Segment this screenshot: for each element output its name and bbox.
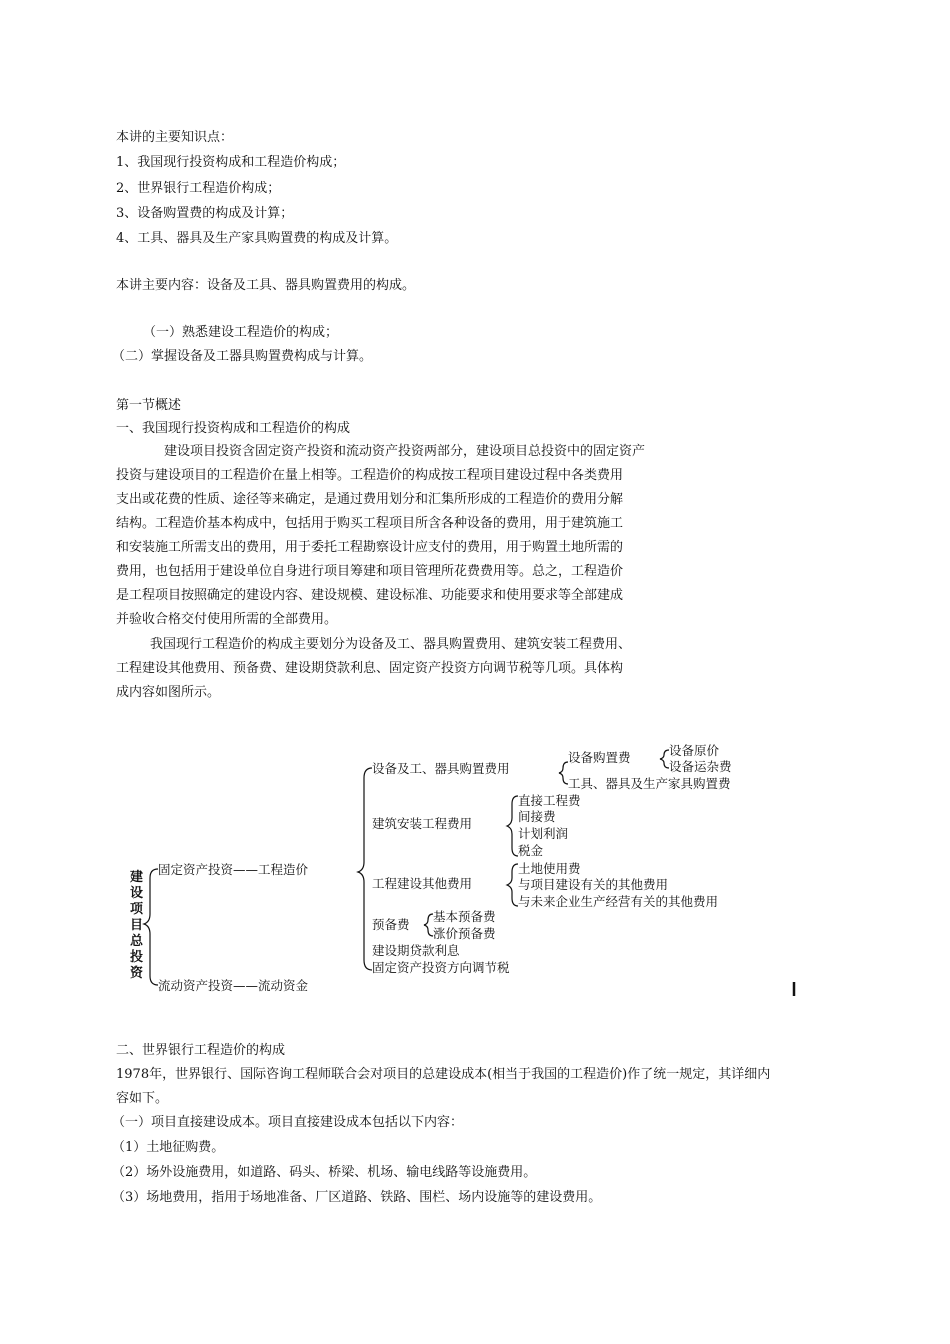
para2-line: 成内容如图所示。 <box>116 685 221 700</box>
para1-line: 结构。工程造价基本构成中，包括用于购买工程项目所含各种设备的费用，用于建筑施工 <box>116 516 624 531</box>
diagram-planned-profit: 计划利润 <box>518 826 569 841</box>
para1-line: 支出或花费的性质、途径等来确定，是通过费用划分和汇集所形成的工程造价的费用分解 <box>116 492 624 507</box>
construction-brace <box>507 796 518 856</box>
diagram-loan-interest: 建设期贷款利息 <box>372 943 460 958</box>
intro-point-2: 2、世界银行工程造价构成； <box>116 181 281 196</box>
section2-item-1: （一）项目直接建设成本。项目直接建设成本包括以下内容： <box>112 1115 464 1130</box>
section1-title: 第一节概述 <box>116 398 182 413</box>
section2-title: 二、世界银行工程造价的构成 <box>116 1043 286 1058</box>
diagram-reserve: 预备费 <box>372 917 410 932</box>
diagram-root-char: 设 <box>130 886 144 901</box>
section1-subtitle: 一、我国现行投资构成和工程造价的构成 <box>116 421 351 436</box>
section2-para-line-1: 1978年，世界银行、国际咨询工程师联合会对项目的总建设成本(相当于我国的工程造价)作了统一规定，其详细内 <box>116 1067 771 1082</box>
para1-line: 并验收合格交付使用所需的全部费用。 <box>116 612 338 627</box>
reserve-brace <box>424 914 433 936</box>
diagram-adjust-tax: 固定资产投资方向调节税 <box>372 960 510 975</box>
diagram-construction: 建筑安装工程费用 <box>372 816 473 831</box>
diagram-direct-cost: 直接工程费 <box>518 793 581 808</box>
diagram-price-reserve: 涨价预备费 <box>433 926 496 941</box>
diagram-root-char: 资 <box>130 966 144 981</box>
diagram-indirect-cost: 间接费 <box>518 809 556 824</box>
section1-paragraph-1 <box>116 440 686 632</box>
intro-point-4: 4、工具、器具及生产家具购置费的构成及计算。 <box>116 231 398 246</box>
section2-para-line-2: 容如下。 <box>116 1091 169 1106</box>
diagram-other-costs: 工程建设其他费用 <box>372 876 473 891</box>
diagram-equip-transport: 设备运杂费 <box>669 759 732 774</box>
intro-heading: 本讲的主要知识点： <box>116 130 234 145</box>
objective-2: （二）掌握设备及工器具购置费构成与计算。 <box>112 349 373 364</box>
para2-line: 我国现行工程造价的构成主要划分为设备及工、器具购置费用、建筑安装工程费用、 <box>150 637 632 652</box>
diagram-equip-purchase: 设备购置费 <box>568 750 631 765</box>
equip-purchase-brace <box>660 750 669 768</box>
para2-line: 工程建设其他费用、预备费、建设期贷款利息、固定资产投资方向调节税等几项。具体构 <box>116 661 624 676</box>
para1-line: 费用，也包括用于建设单位自身进行项目筹建和项目管理所花费费用等。总之，工程造价 <box>116 564 624 579</box>
cost-brace <box>358 768 372 970</box>
cost-structure-diagram <box>116 738 806 1000</box>
para1-line: 是工程项目按照确定的建设内容、建设规模、建设标准、功能要求和使用要求等全部建成 <box>116 588 624 603</box>
intro-point-1: 1、我国现行投资构成和工程造价构成； <box>116 155 346 170</box>
diagram-fixed-investment: 固定资产投资——工程造价 <box>158 862 309 877</box>
diagram-root-char: 目 <box>130 918 144 933</box>
para1-line: 投资与建设项目的工程造价在量上相等。工程造价的构成按工程项目建设过程中各类费用 <box>116 468 624 483</box>
para1-line: 建设项目投资含固定资产投资和流动资产投资两部分，建设项目总投资中的固定资产 <box>164 444 646 459</box>
diagram-project-related: 与项目建设有关的其他费用 <box>518 877 669 892</box>
section2-item-3: （2）场外设施费用，如道路、码头、桥梁、机场、输电线路等设施费用。 <box>112 1165 537 1180</box>
diagram-equip-original: 设备原价 <box>669 743 720 758</box>
intro-point-3: 3、设备购置费的构成及计算； <box>116 206 294 221</box>
section1-paragraph-2 <box>116 633 686 705</box>
diagram-land-use: 土地使用费 <box>518 861 581 876</box>
diagram-basic-reserve: 基本预备费 <box>433 909 496 924</box>
diagram-root-char: 投 <box>130 950 144 965</box>
diagram-equip-tools: 设备及工、器具购置费用 <box>372 761 510 776</box>
diagram-tools-furniture: 工具、器具及生产家具购置费 <box>568 776 731 791</box>
para1-line: 和安装施工所需支出的费用，用于委托工程勘察设计应支付的费用，用于购置土地所需的 <box>116 540 624 555</box>
section2-item-2: （1）土地征购费。 <box>112 1140 225 1155</box>
intro-main-content: 本讲主要内容：设备及工具、器具购置费用的构成。 <box>116 278 416 293</box>
root-brace <box>144 869 158 985</box>
diagram-current-investment: 流动资产投资——流动资金 <box>158 978 309 993</box>
objective-1: （一）熟悉建设工程造价的构成； <box>143 325 339 340</box>
diagram-tax: 税金 <box>518 843 544 858</box>
diagram-root-char: 建 <box>130 870 144 885</box>
section2-item-4: （3）场地费用，指用于场地准备、厂区道路、铁路、围栏、场内设施等的建设费用。 <box>112 1190 602 1205</box>
diagram-root-char: 总 <box>130 934 144 949</box>
equip-tools-brace <box>559 762 568 784</box>
other-costs-brace <box>507 864 518 906</box>
diagram-future-related: 与未来企业生产经营有关的其他费用 <box>518 894 719 909</box>
diagram-root-char: 项 <box>130 902 144 917</box>
